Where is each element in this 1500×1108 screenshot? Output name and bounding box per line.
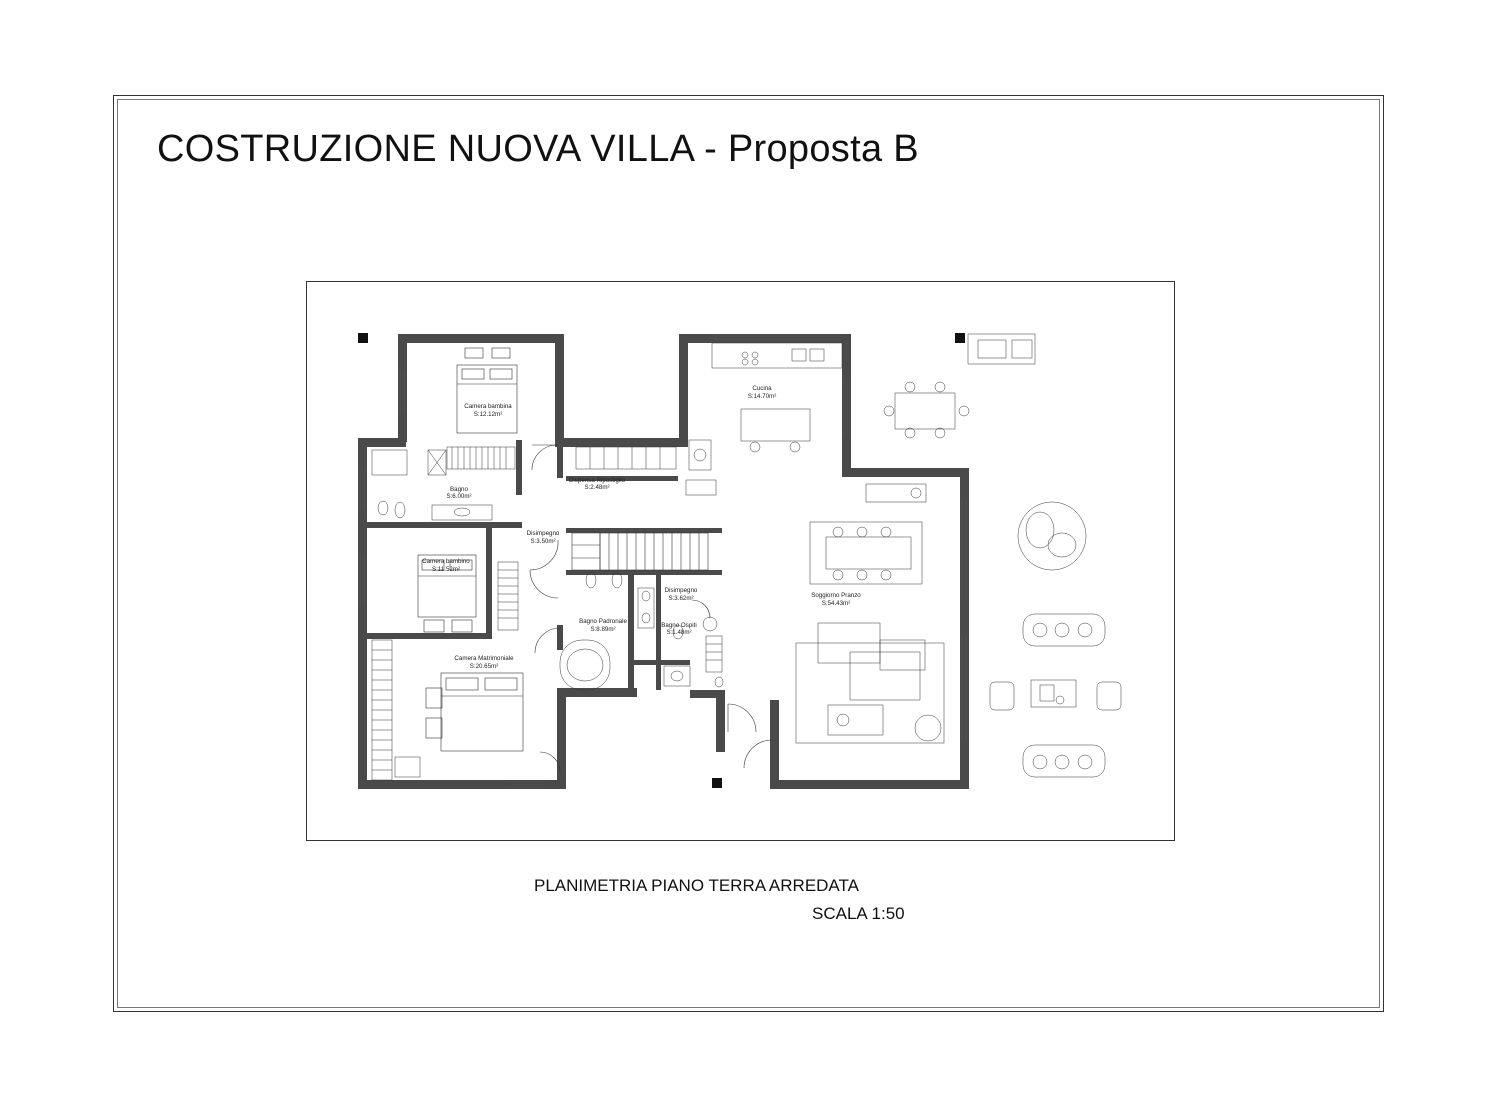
kitchen-furniture: [686, 343, 926, 502]
room-area: S:14.70m²: [747, 393, 777, 400]
room-area: S:2.48m²: [584, 484, 610, 491]
room-label: S:8.89m²: [590, 626, 616, 633]
room-label: Camera bambina: [464, 403, 512, 410]
room-area: S:20.65m²: [469, 663, 499, 670]
room-label: Cucina: [752, 385, 772, 392]
room-label: Disimpegno: [664, 587, 698, 594]
room-label: Camera bambino: [422, 558, 470, 565]
room-label: Camera Matrimoniale: [454, 655, 514, 662]
room-label: Soggiorno Pranzo: [811, 592, 861, 599]
living-furniture: [796, 522, 944, 743]
room-area: S:6.00m²: [446, 493, 472, 500]
room-area: S:1.48m²: [666, 629, 692, 636]
sheet-title: COSTRUZIONE NUOVA VILLA - Proposta B: [157, 128, 919, 170]
drawing-scale: SCALA 1:50: [812, 904, 905, 923]
drawing-caption: PLANIMETRIA PIANO TERRA ARREDATA: [534, 876, 859, 895]
room-area: S:3.50m²: [530, 538, 556, 545]
room-label: Bagno Padronale: [579, 618, 627, 625]
staircase: [572, 533, 708, 570]
room-label: Disimpegno: [526, 530, 560, 537]
room-area: S:54.43m²: [821, 600, 851, 607]
room-label: Bagno: [450, 486, 468, 493]
room-label: Bagno Ospiti: [661, 622, 697, 629]
room-area: S:11.52m²: [431, 566, 461, 573]
room-area: S:3.62m²: [668, 595, 694, 602]
room-area: S:12.12m²: [473, 411, 503, 418]
floor-plan: [306, 281, 1175, 841]
room-label: Dispensa Ripostiglio: [568, 477, 626, 484]
outdoor-furniture: [884, 334, 1121, 777]
